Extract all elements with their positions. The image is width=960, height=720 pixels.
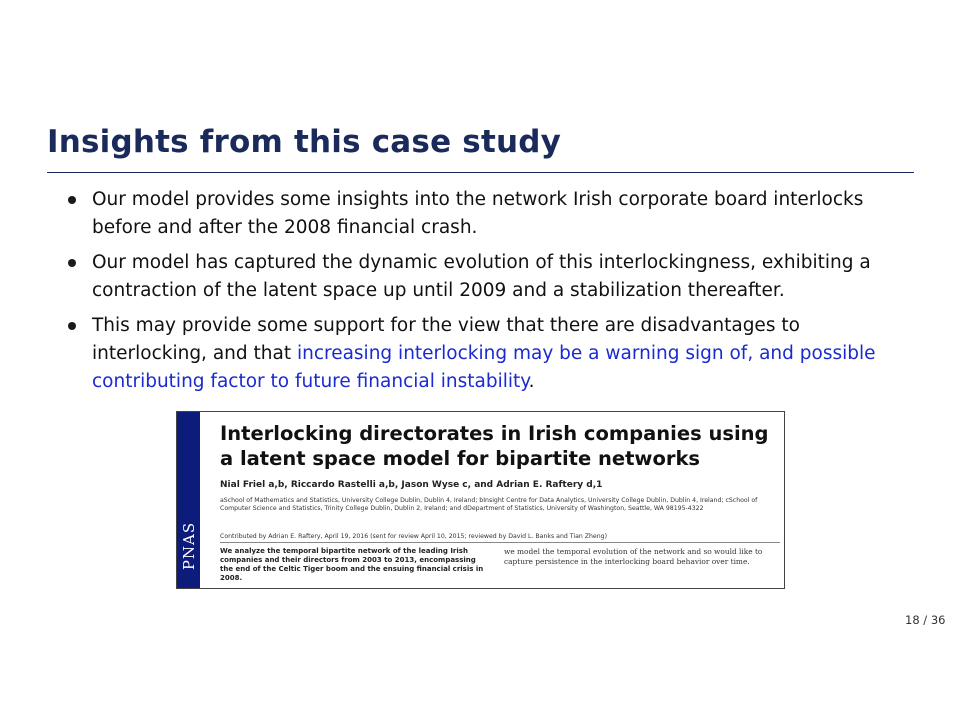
paper-authors: Nial Friel a,b, Riccardo Rastelli a,b, Jason Wyse c, and Adrian E. Raftery d,1 — [220, 480, 603, 490]
paper-title: Interlocking directorates in Irish companies using a latent space model for bipartite networks — [220, 422, 769, 470]
slide-title: Insights from this case study — [47, 124, 562, 160]
paper-abstract-right: we model the temporal evolution of the network and so would like to capture persistence in the interlocking board behavior over time. — [504, 547, 763, 566]
journal-logo: PNAS — [180, 521, 198, 571]
title-divider — [47, 172, 914, 173]
bullet-text: This may provide some support for the view that there are disadvantages to interlocking, and that — [92, 315, 800, 364]
bullet-dot-icon — [68, 259, 76, 267]
bullet-item — [68, 312, 918, 396]
bullet-item — [68, 249, 918, 305]
bullet-list — [68, 186, 918, 403]
paper-excerpt-image — [176, 411, 785, 589]
bullet-item — [68, 186, 918, 242]
paper-divider — [220, 542, 780, 543]
bullet-dot-icon — [68, 322, 76, 330]
paper-abstract-left: We analyze the temporal bipartite network of the leading Irish companies and their directors from 2003 to 2013, encompassing the end of the Celtic Tiger boom and the ensuing financial crisis in 2008. — [220, 547, 484, 582]
page-number: 18 / 36 — [905, 613, 946, 627]
highlighted-text: increasing interlocking may be a warning sign of, and possible contributing factor to future financial instability — [92, 343, 876, 392]
bullet-dot-icon — [68, 196, 76, 204]
paper-affiliations: aSchool of Mathematics and Statistics, University College Dublin, Dublin 4, Ireland; bInsight Centre for Data Analytics, University College Dublin, Dublin 4, Ireland; cSchool of Computer Science and Statistics, Trinity College Dublin, Dublin 2, Ireland; and dDepartment of Statistics, University of Washington, Seattle, WA 98195-4322 — [220, 497, 758, 512]
paper-contributed-line: Contributed by Adrian E. Raftery, April 19, 2016 (sent for review April 10, 2015; reviewed by David L. Banks and Tian Zheng) — [220, 533, 607, 540]
bullet-text: Our model provides some insights into the network Irish corporate board interlocks before and after the 2008 financial crash. — [92, 189, 864, 238]
bullet-text: Our model has captured the dynamic evolution of this interlockingness, exhibiting a contraction of the latent space up until 2009 and a stabilization thereafter. — [92, 252, 871, 301]
bullet-text-end: . — [528, 371, 535, 392]
